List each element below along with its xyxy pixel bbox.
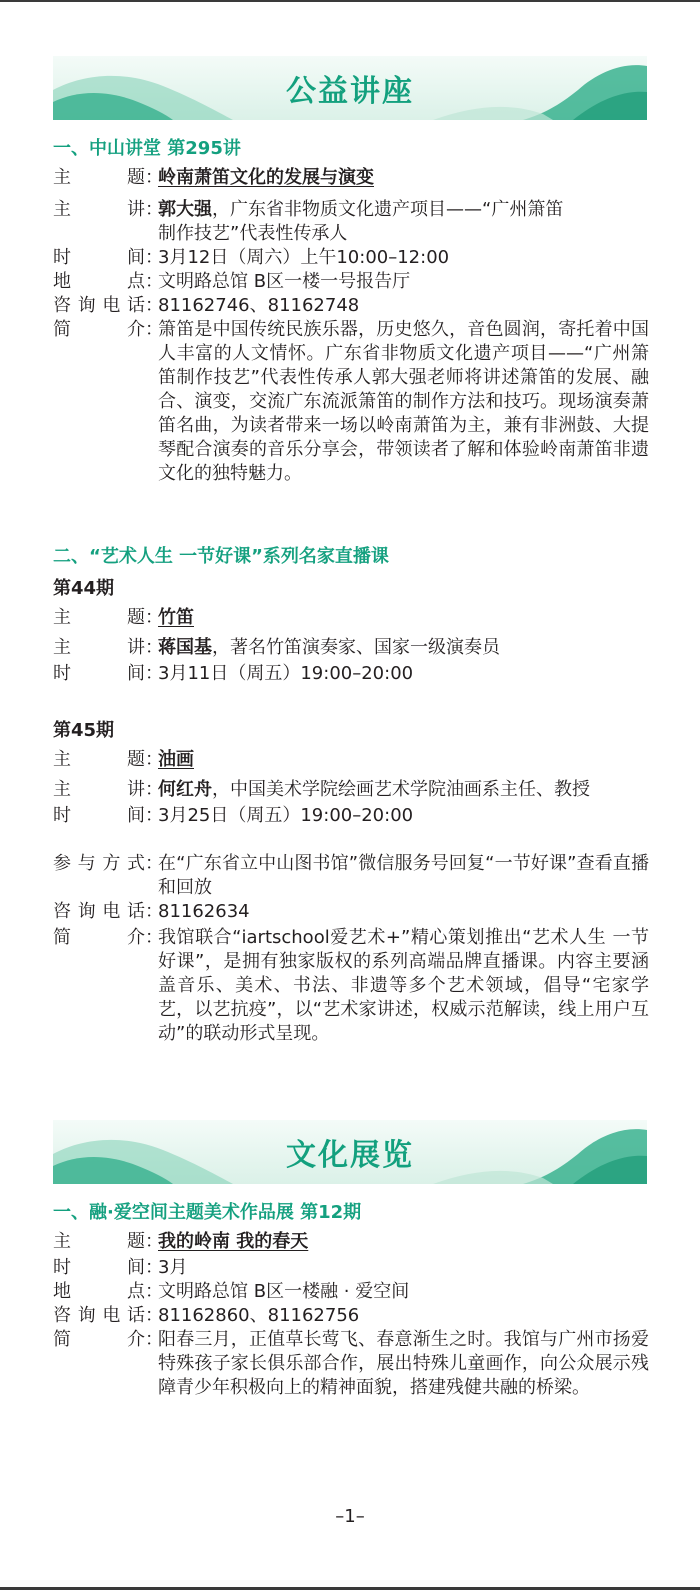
intro-text: 我馆联合“iartschool爱艺术+”精心策划推出“艺术人生 一节好课”，是拥有独家版权的系列高端品牌直播课。内容主要涵盖音乐、美术、书法、非遗等多个艺术领域，倡导“宅家学艺，以艺抗疫”，以“艺术家讲述，权威示范解读，线上用户互动”的联动形式呈现。 xyxy=(158,927,649,1044)
intro-row: 简 介 ： 我馆联合“iartschool爱艺术+”精心策划推出“艺术人生 一节好课”，是拥有独家版权的系列高端品牌直播课。内容主要涵盖音乐、美术、书法、非遗等多个艺术领域，倡导“宅家学艺，以艺抗疫”，以“艺术家讲述，权威示范解读，线上用户互动”的联动形式呈现。 xyxy=(53,927,649,1044)
phone-value: 81162860、81162756 xyxy=(158,1305,360,1326)
section-heading: 一、融·爱空间主题美术作品展 第12期 xyxy=(53,1202,362,1223)
speaker-desc: ，著名竹笛演奏家、国家一级演奏员 xyxy=(212,637,500,658)
speaker-row: 主 讲 ： 何红舟，中国美术学院绘画艺术学院油画系主任、教授 xyxy=(53,779,590,800)
field-label: 简 介 xyxy=(53,1329,145,1350)
time-value: 3月11日（周五）19:00–20:00 xyxy=(158,663,414,684)
time-row: 时 间 ： 3月25日（周五）19:00–20:00 xyxy=(53,805,414,826)
speaker-name: 蒋国基 xyxy=(158,637,212,658)
place-row: 地 点 ： 文明路总馆 B区一楼一号报告厅 xyxy=(53,271,411,292)
topic-title: 竹笛 xyxy=(158,607,194,628)
speaker-desc-cont: 制作技艺”代表性传承人 xyxy=(158,223,348,244)
field-label: 主 题 xyxy=(53,607,145,628)
speaker-row: 主 讲 ： 蒋国基，著名竹笛演奏家、国家一级演奏员 xyxy=(53,637,500,658)
field-label: 时 间 xyxy=(53,663,145,684)
field-label: 时 间 xyxy=(53,805,145,826)
join-row: 参 与 方 式 ： 在“广东省立中山图书馆”微信服务号回复“一节好课”查看直播和回放 xyxy=(53,853,649,898)
issue-title: 第44期 xyxy=(53,578,115,599)
field-label: 时 间 xyxy=(53,1257,145,1278)
speaker-desc: ，广东省非物质文化遗产项目——“广州箫笛 xyxy=(212,199,564,220)
time-value: 3月12日（周六）上午10:00–12:00 xyxy=(158,247,450,268)
phone-value: 81162634 xyxy=(158,901,250,922)
banner-exhibition xyxy=(53,1120,647,1184)
topic-title: 我的岭南 我的春天 xyxy=(158,1231,309,1252)
speaker-name: 郭大强 xyxy=(158,199,212,220)
join-value: 在“广东省立中山图书馆”微信服务号回复“一节好课”查看直播和回放 xyxy=(158,853,649,898)
page-number: –1– xyxy=(335,1506,365,1527)
field-label: 地 点 xyxy=(53,1281,145,1302)
field-label: 地 点 xyxy=(53,271,145,292)
banner-title: 文化展览 xyxy=(286,1138,414,1173)
place-row: 地 点 ： 文明路总馆 B区一楼融 · 爱空间 xyxy=(53,1281,410,1302)
phone-value: 81162746、81162748 xyxy=(158,295,360,316)
phone-row: 咨 询 电 话 ： 81162746、81162748 xyxy=(53,295,360,316)
topic-title: 岭南萧笛文化的发展与演变 xyxy=(158,167,374,188)
field-label: 主 题 xyxy=(53,749,145,770)
field-label: 主 题 xyxy=(53,167,145,188)
intro-text: 箫笛是中国传统民族乐器，历史悠久，音色圆润，寄托着中国人丰富的人文情怀。广东省非物质文化遗产项目——“广州箫笛制作技艺”代表性传承人郭大强老师将讲述箫笛的发展、融合、演变，交流广东流派箫笛的制作方法和技巧。现场演奏萧笛名曲，为读者带来一场以岭南萧笛为主，兼有非洲鼓、大提琴配合演奏的音乐分享会，带领读者了解和体验岭南萧笛非遗文化的独特魅力。 xyxy=(158,319,649,484)
field-label: 主 讲 xyxy=(53,779,145,800)
intro-text: 阳春三月，正值草长莺飞、春意渐生之时。我馆与广州市扬爱特殊孩子家长俱乐部合作，展出特殊儿童画作，向公众展示残障青少年积极向上的精神面貌，搭建残健共融的桥梁。 xyxy=(158,1329,649,1398)
intro-row: 简 介 ： 箫笛是中国传统民族乐器，历史悠久，音色圆润，寄托着中国人丰富的人文情怀。广东省非物质文化遗产项目——“广州箫笛制作技艺”代表性传承人郭大强老师将讲述箫笛的发展、融合、演变，交流广东流派箫笛的制作方法和技巧。现场演奏萧笛名曲，为读者带来一场以岭南萧笛为主，兼有非洲鼓、大提琴配合演奏的音乐分享会，带领读者了解和体验岭南萧笛非遗文化的独特魅力。 xyxy=(53,319,649,484)
field-label: 简 介 xyxy=(53,927,145,948)
topic-title: 油画 xyxy=(158,749,194,770)
topic-row: 主 题 ： 油画 xyxy=(53,749,194,770)
banner-lectures xyxy=(53,56,647,120)
field-label: 咨 询 电 话 xyxy=(53,1305,145,1326)
intro-row: 简 介 ： 阳春三月，正值草长莺飞、春意渐生之时。我馆与广州市扬爱特殊孩子家长俱乐部合作，展出特殊儿童画作，向公众展示残障青少年积极向上的精神面貌，搭建残健共融的桥梁。 xyxy=(53,1329,649,1398)
phone-row: 咨 询 电 话 ： 81162634 xyxy=(53,901,250,922)
place-value: 文明路总馆 B区一楼一号报告厅 xyxy=(158,271,411,292)
topic-row: 主 题 ： 竹笛 xyxy=(53,607,194,628)
speaker-desc: ，中国美术学院绘画艺术学院油画系主任、教授 xyxy=(212,779,590,800)
place-value: 文明路总馆 B区一楼融 · 爱空间 xyxy=(158,1281,410,1302)
field-label: 简 介 xyxy=(53,319,145,340)
issue-title: 第45期 xyxy=(53,720,115,741)
speaker-row: 主 讲 ： 郭大强，广东省非物质文化遗产项目——“广州箫笛 xyxy=(53,199,564,220)
section-heading: 二、“艺术人生 一节好课”系列名家直播课 xyxy=(53,546,389,567)
time-value: 3月 xyxy=(158,1257,188,1278)
time-value: 3月25日（周五）19:00–20:00 xyxy=(158,805,414,826)
field-label: 咨 询 电 话 xyxy=(53,295,145,316)
field-label: 主 题 xyxy=(53,1231,145,1252)
time-row: 时 间 ： 3月12日（周六）上午10:00–12:00 xyxy=(53,247,450,268)
field-label: 主 讲 xyxy=(53,199,145,220)
field-label: 时 间 xyxy=(53,247,145,268)
top-border xyxy=(0,0,700,2)
time-row: 时 间 ： 3月 xyxy=(53,1257,188,1278)
phone-row: 咨 询 电 话 ： 81162860、81162756 xyxy=(53,1305,360,1326)
topic-row: 主 题 ： 岭南萧笛文化的发展与演变 xyxy=(53,167,374,188)
section-heading: 一、中山讲堂 第295讲 xyxy=(53,138,241,159)
field-label: 参 与 方 式 xyxy=(53,853,145,874)
time-row: 时 间 ： 3月11日（周五）19:00–20:00 xyxy=(53,663,414,684)
speaker-row-cont xyxy=(53,222,649,246)
banner-title: 公益讲座 xyxy=(286,74,414,109)
field-label: 咨 询 电 话 xyxy=(53,901,145,922)
field-label: 主 讲 xyxy=(53,637,145,658)
topic-row: 主 题 ： 我的岭南 我的春天 xyxy=(53,1231,309,1252)
speaker-name: 何红舟 xyxy=(158,779,212,800)
